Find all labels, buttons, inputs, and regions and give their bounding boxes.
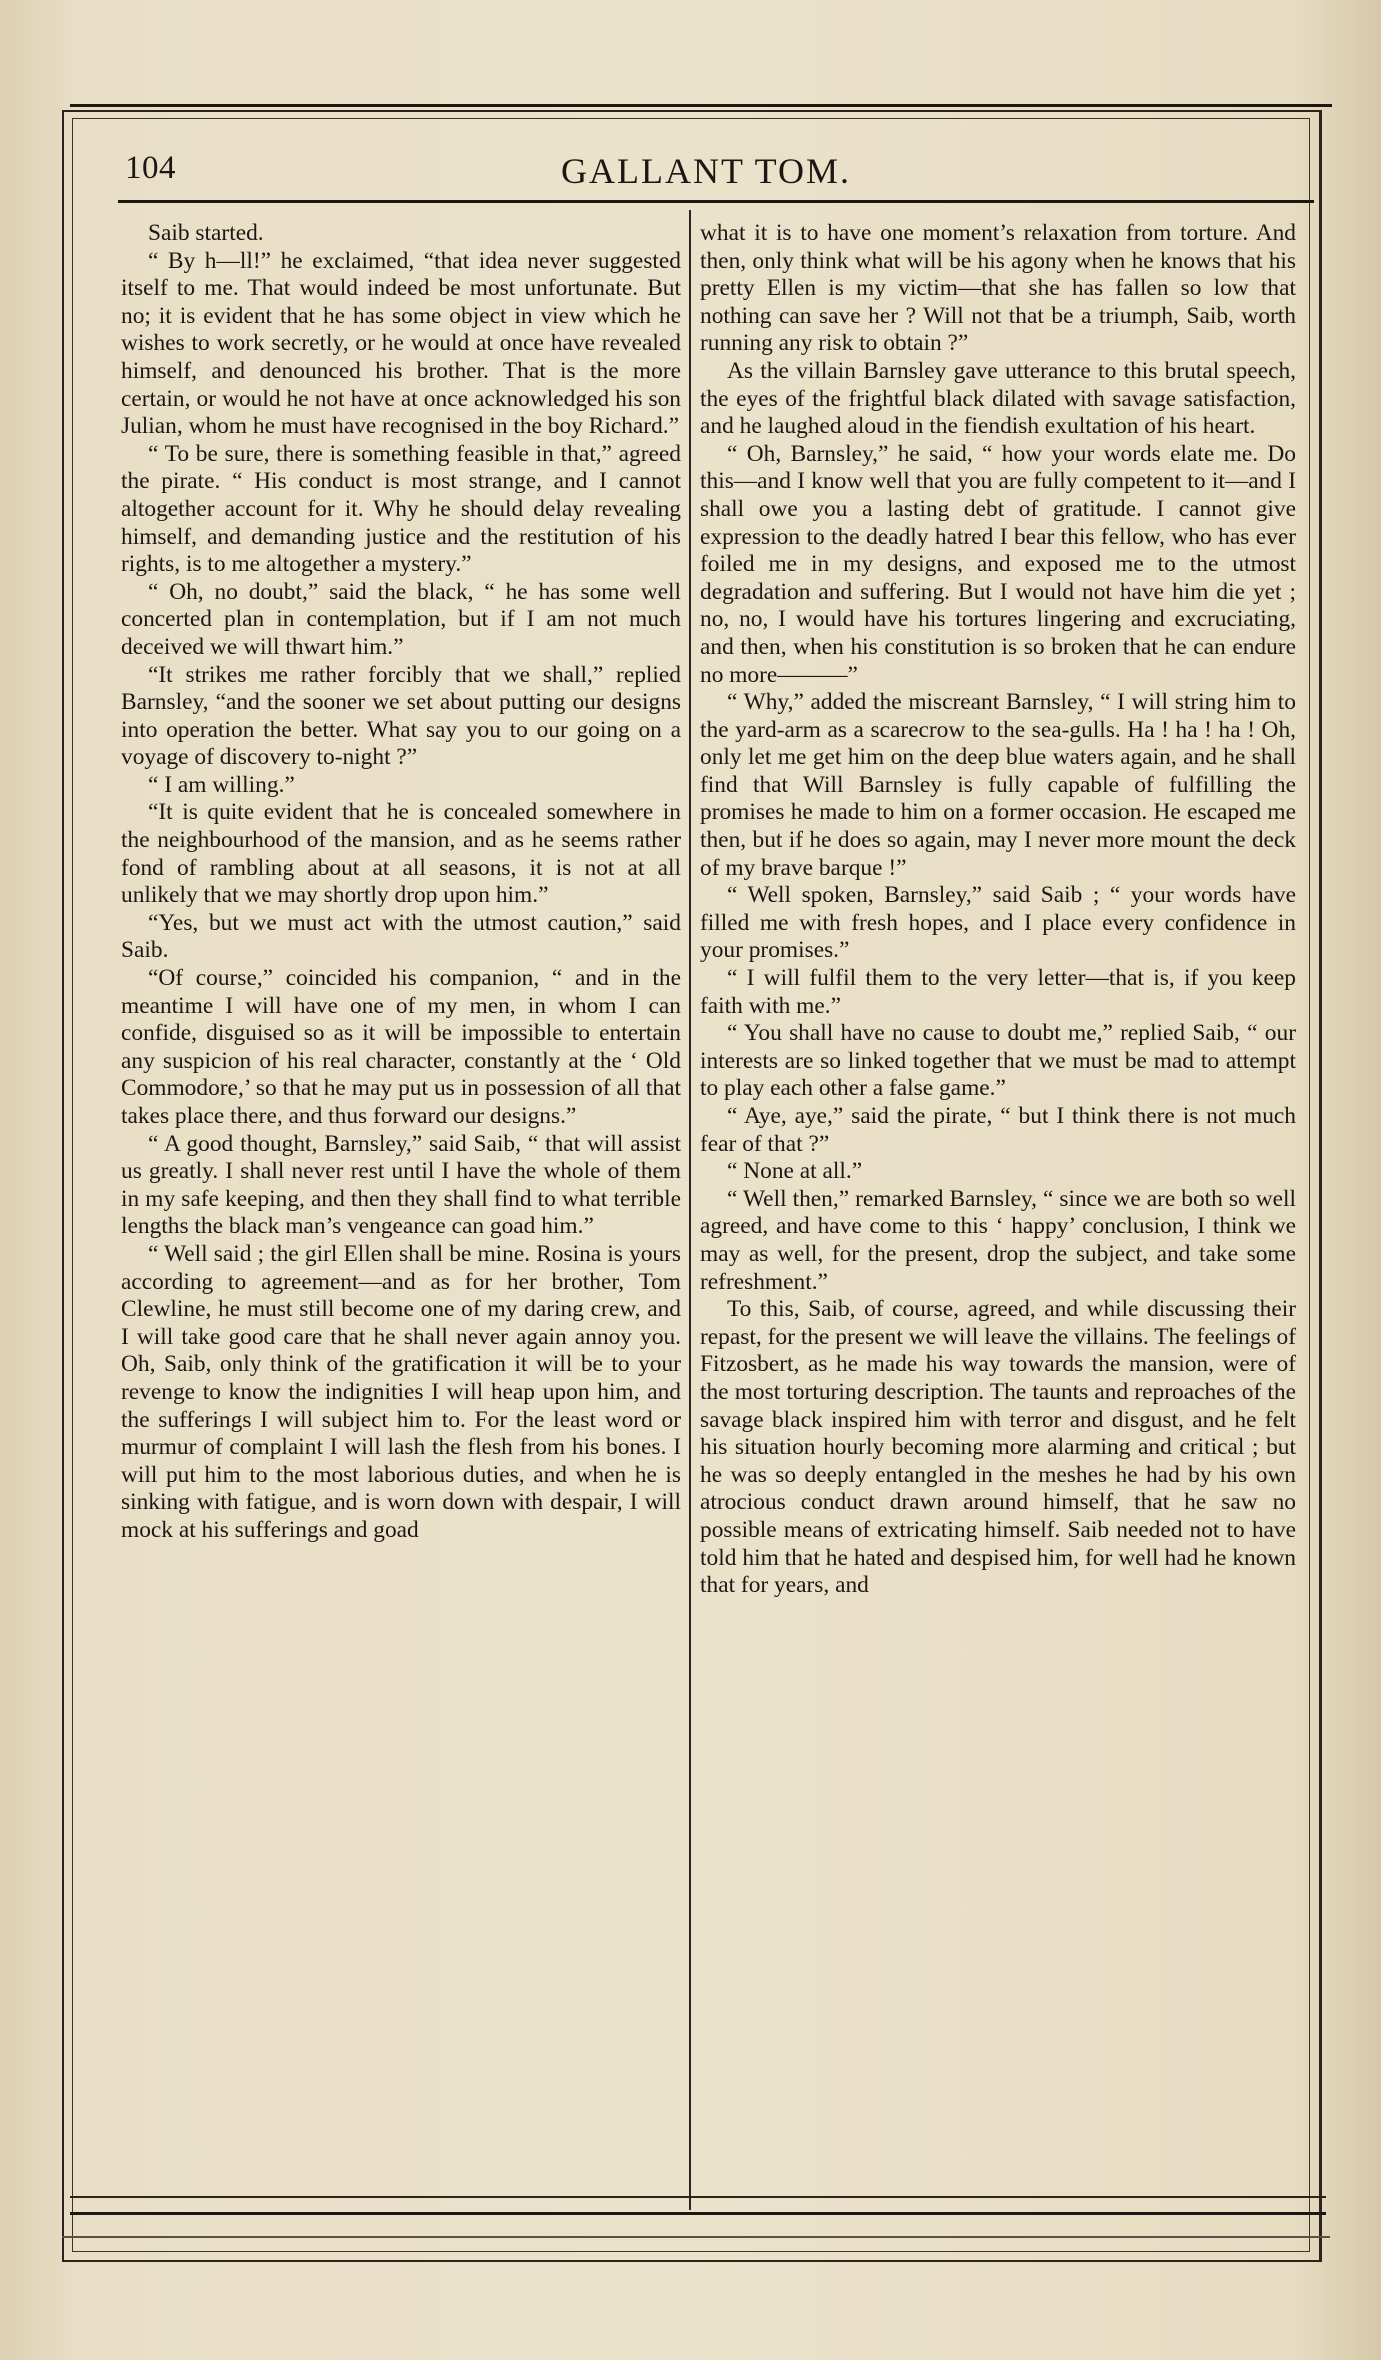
paragraph: “ I am willing.”	[148, 771, 295, 798]
paragraph: “ Aye, aye,” said the pirate, “ but I think there is not much fear of that ?”	[700, 1103, 1296, 1157]
paragraph: “ By h—ll!” he exclaimed, “that idea never suggested itself to me. That would indeed be most unfortunate. But no; it is evident that he has some object in view which he wishes to work secretly, or he would at once have revealed himself, and denounced his brother. That is the more certain, or would he not have at once acknowledged his son Julian, whom he must have recognised in the boy Richard.”	[121, 247, 681, 440]
paragraph: “ Why,” added the miscreant Barnsley, “ I will string him to the yard-arm as a scarecrow to the sea-gulls. Ha ! ha ! ha ! Oh, only let me get him on the deep blue waters again, and he shall find that Will Barnsley is fully capable of fulfilling the promises he made to him on a former occasion. He escaped me then, but if he does so again, may I never more mount the deck of my brave barque !”	[700, 689, 1296, 881]
page-header	[100, 142, 1312, 202]
paragraph: “It strikes me rather forcibly that we shall,” replied Barnsley, “and the sooner we set about putting our designs into operation the better. What say you to our going on a voyage of discovery to-night ?”	[121, 661, 681, 771]
left-column	[121, 220, 681, 1545]
bottom-rule	[70, 2212, 1326, 2215]
paragraph: “ To be sure, there is something feasible in that,” agreed the pirate. “ His conduct is most strange, and I cannot altogether account for it. Why he should delay revealing himself, and demanding justice and the restitution of his rights, is to me altogether a mystery.”	[121, 440, 681, 578]
paragraph: “ Well spoken, Barnsley,” said Saib ; “ your words have filled me with fresh hopes, and I place every confidence in your promises.”	[700, 882, 1296, 964]
right-border-bar	[1319, 110, 1322, 2260]
paragraph: As the villain Barnsley gave utterance to this brutal speech, the eyes of the frightful black dilated with savage satisfaction, and he laughed aloud in the fiendish exultation of his heart.	[700, 357, 1296, 440]
paragraph: “ Well then,” remarked Barnsley, “ since we are both so well agreed, and have come to this ‘ happy’ conclusion, I think we may as well, for the present, drop the subject, and take some refreshment.”	[700, 1185, 1296, 1295]
paragraph: “ You shall have no cause to doubt me,” replied Saib, “ our interests are so linked together that we must be mad to attempt to play each other a false game.”	[700, 1020, 1296, 1102]
paragraph: “ A good thought, Barnsley,” said Saib, “ that will assist us greatly. I shall never rest until I have the whole of them in my safe keeping, and then they shall find to what terrible lengths the black man’s vengeance can goad him.”	[121, 1130, 681, 1240]
paragraph: “It is quite evident that he is concealed somewhere in the neighbourhood of the mansion, and as he seems rather fond of rambling about at all seasons, it is not at all unlikely that we may shortly drop upon him.”	[121, 799, 681, 909]
paragraph: “ Oh, Barnsley,” he said, “ how your words elate me. Do this—and I know well that you are fully competent to it—and I shall owe you a lasting debt of gratitude. I cannot give expression to the deadly hatred I bear this fellow, who has ever foiled me in my designs, and exposed me to the utmost degradation and suffering. But I would not have him die yet ; no, no, I would have his tortures lingering and excruciating, and then, when his constitution is so broken that he can endure no more———”	[700, 440, 1296, 688]
paragraph: “ None at all.”	[727, 1158, 863, 1185]
page-number: 104	[125, 150, 176, 186]
paragraph: “ Well said ; the girl Ellen shall be mine. Rosina is yours according to agreement—and as for her brother, Tom Clewline, he must still become one of my daring crew, and I will take good care that he shall never again annoy you. Oh, Saib, only think of the gratification it will be to your revenge to know the indignities I will heap upon him, and the sufferings I will subject him to. For the least word or murmur of complaint I will lash the flesh from his bones. I will put him to the most laborious duties, and when he is sinking with fatigue, and is worn down with despair, I will mock at his sufferings and goad	[121, 1240, 681, 1543]
paragraph: “Yes, but we must act with the utmost caution,” said Saib.	[121, 909, 681, 964]
column-divider	[689, 210, 691, 2210]
paragraph: what it is to have one moment’s relaxation from torture. And then, only think what will be his agony when he knows that his pretty Ellen is my victim—that she has fallen so low that nothing can save her ? Will not that be a triumph, Saib, worth running any risk to obtain ?”	[700, 220, 1296, 357]
bottom-rule	[62, 2236, 1330, 2238]
paragraph: “ Oh, no doubt,” said the black, “ he has some well concerted plan in contemplation, but if I am not much deceived we will thwart him.”	[121, 578, 681, 660]
header-rule	[118, 200, 1314, 203]
top-rule	[70, 104, 1332, 107]
right-column	[700, 220, 1296, 1600]
paragraph: Saib started.	[148, 220, 264, 246]
bottom-rule	[70, 2196, 1326, 2198]
paragraph: To this, Saib, of course, agreed, and while discussing their repast, for the present we will leave the villains. The feelings of Fitzosbert, as he made his way towards the mansion, were of the most torturing description. The taunts and reproaches of the savage black inspired him with terror and disgust, and he felt his situation hourly becoming more alarming and critical ; but he was so deeply entangled in the meshes he had by his own atrocious conduct drawn around himself, that he saw no possible means of extricating himself. Saib needed not to have told him that he hated and despised him, for well had he known that for years, and	[700, 1296, 1296, 1599]
running-title: GALLANT TOM.	[560, 151, 851, 191]
paragraph: “ I will fulfil them to the very letter—that is, if you keep faith with me.”	[700, 965, 1296, 1019]
paragraph: “Of course,” coincided his companion, “ and in the meantime I will have one of my men, in whom I can confide, disguised so as it will be impossible to entertain any suspicion of his real character, constantly at the ‘ Old Commodore,’ so that he may put us in possession of all that takes place there, and thus forward our designs.”	[121, 965, 681, 1129]
